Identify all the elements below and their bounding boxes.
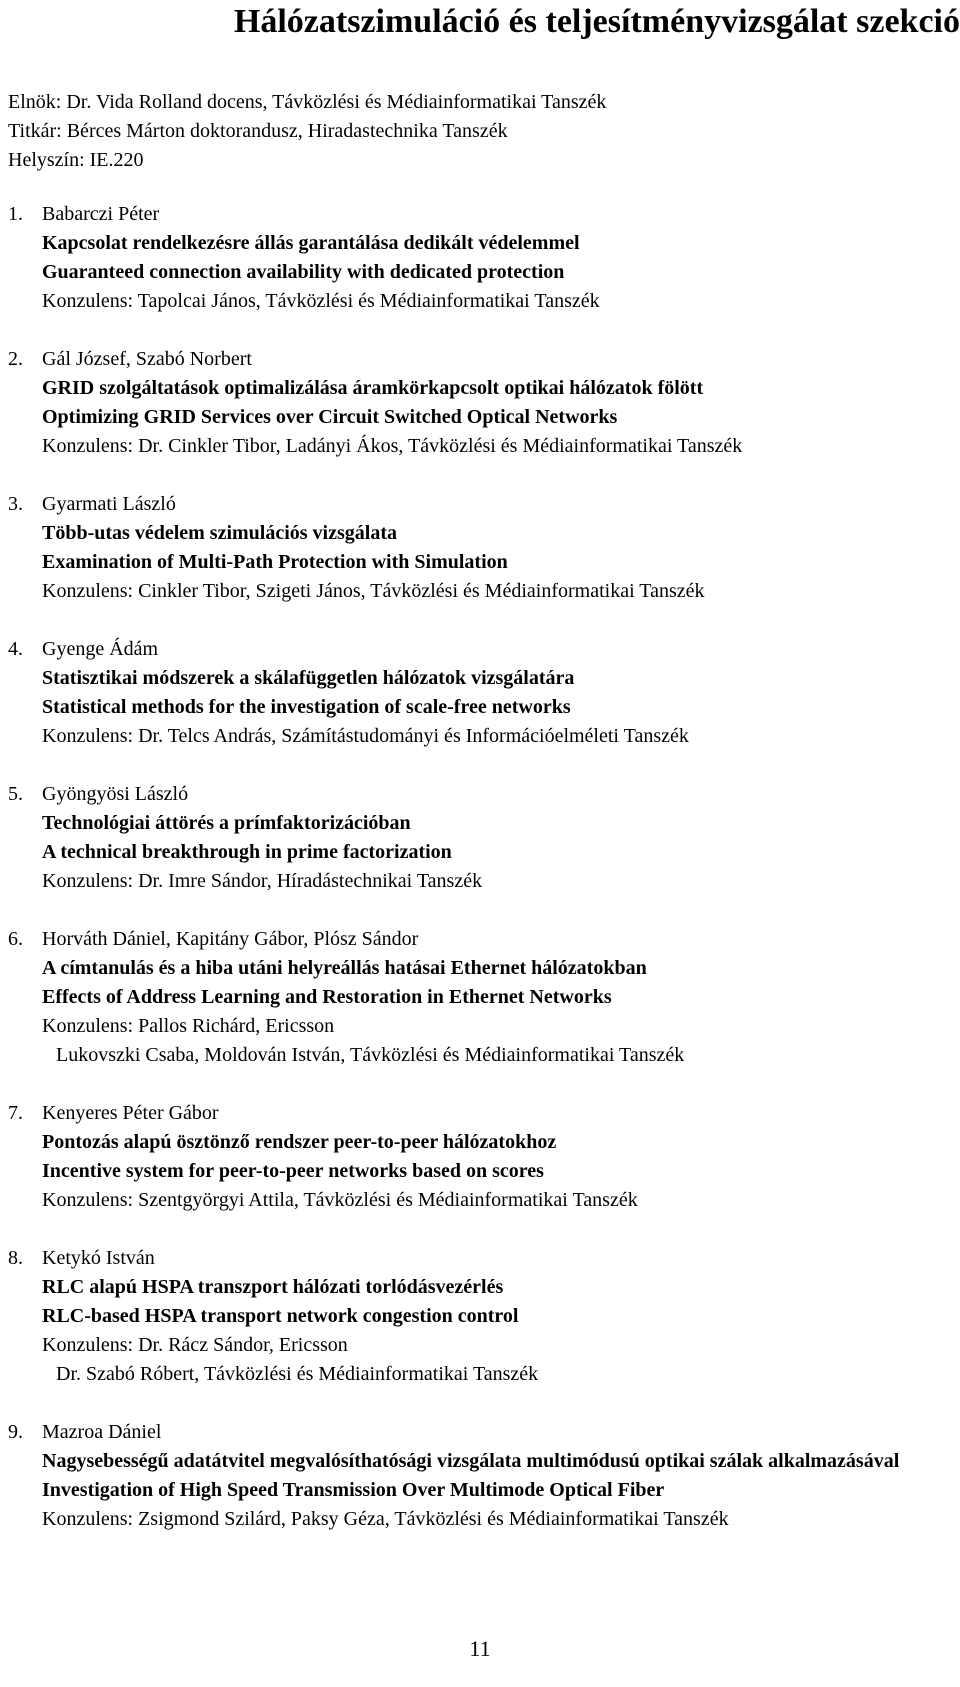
entry-title-hu: RLC alapú HSPA transzport hálózati torlódásvezérlés bbox=[42, 1276, 504, 1298]
presentation-list bbox=[8, 200, 953, 1563]
entry-authors: Kenyeres Péter Gábor bbox=[42, 1102, 219, 1124]
entry-number: 1. bbox=[8, 203, 23, 225]
entry-advisor: Konzulens: Dr. Telcs András, Számítástudományi és Információelméleti Tanszék bbox=[42, 725, 689, 747]
entry-authors: Ketykó István bbox=[42, 1247, 155, 1269]
presentation-entry-7 bbox=[8, 1099, 953, 1215]
entry-number: 5. bbox=[8, 783, 23, 805]
entry-title-hu: Technológiai áttörés a prímfaktorizációban bbox=[42, 812, 411, 834]
entry-advisor: Konzulens: Zsigmond Szilárd, Paksy Géza, Távközlési és Médiainformatikai Tanszék bbox=[42, 1508, 729, 1530]
entry-number: 6. bbox=[8, 928, 23, 950]
presentation-entry-4 bbox=[8, 635, 953, 751]
entry-title-en: Guaranteed connection availability with dedicated protection bbox=[42, 261, 565, 283]
entry-number: 2. bbox=[8, 348, 23, 370]
entry-title-hu: GRID szolgáltatások optimalizálása áramkörkapcsolt optikai hálózatok fölött bbox=[42, 377, 704, 399]
entry-authors: Babarczi Péter bbox=[42, 203, 160, 225]
entry-advisor: Konzulens: Dr. Cinkler Tibor, Ladányi Ákos, Távközlési és Médiainformatikai Tanszék bbox=[42, 435, 743, 457]
entry-authors: Gyenge Ádám bbox=[42, 638, 159, 660]
entry-advisor-extra: Dr. Szabó Róbert, Távközlési és Médiainformatikai Tanszék bbox=[56, 1363, 539, 1385]
entry-authors: Gyöngyösi László bbox=[42, 783, 189, 805]
entry-title-hu: A címtanulás és a hiba utáni helyreállás hatásai Ethernet hálózatokban bbox=[42, 957, 647, 979]
entry-title-en: Effects of Address Learning and Restoration in Ethernet Networks bbox=[42, 986, 612, 1008]
entry-advisor: Konzulens: Cinkler Tibor, Szigeti János, Távközlési és Médiainformatikai Tanszék bbox=[42, 580, 705, 602]
entry-title-hu: Kapcsolat rendelkezésre állás garantálása dedikált védelemmel bbox=[42, 232, 580, 254]
entry-title-en: Examination of Multi-Path Protection with Simulation bbox=[42, 551, 508, 573]
presentation-entry-6 bbox=[8, 925, 953, 1070]
session-secretary: Titkár: Bérces Márton doktorandusz, Hiradastechnika Tanszék bbox=[8, 120, 508, 142]
entry-title-hu: Nagysebességű adatátvitel megvalósíthatósági vizsgálata multimódusú optikai szálak alkalmazásával bbox=[42, 1450, 900, 1472]
session-info bbox=[8, 88, 606, 175]
presentation-entry-2 bbox=[8, 345, 953, 461]
entry-advisor: Konzulens: Tapolcai János, Távközlési és Médiainformatikai Tanszék bbox=[42, 290, 600, 312]
entry-number: 8. bbox=[8, 1247, 23, 1269]
entry-authors: Mazroa Dániel bbox=[42, 1421, 162, 1443]
entry-authors: Gál József, Szabó Norbert bbox=[42, 348, 252, 370]
entry-title-en: RLC-based HSPA transport network congestion control bbox=[42, 1305, 519, 1327]
entry-number: 4. bbox=[8, 638, 23, 660]
entry-advisor-extra: Lukovszki Csaba, Moldován István, Távközlési és Médiainformatikai Tanszék bbox=[56, 1044, 685, 1066]
entry-number: 7. bbox=[8, 1102, 23, 1124]
entry-title-en: Incentive system for peer-to-peer networks based on scores bbox=[42, 1160, 544, 1182]
entry-number: 9. bbox=[8, 1421, 23, 1443]
entry-advisor: Konzulens: Szentgyörgyi Attila, Távközlési és Médiainformatikai Tanszék bbox=[42, 1189, 638, 1211]
entry-title-en: A technical breakthrough in prime factorization bbox=[42, 841, 452, 863]
presentation-entry-8 bbox=[8, 1244, 953, 1389]
entry-title-en: Investigation of High Speed Transmission Over Multimode Optical Fiber bbox=[42, 1479, 665, 1501]
presentation-entry-3 bbox=[8, 490, 953, 606]
presentation-entry-5 bbox=[8, 780, 953, 896]
entry-title-hu: Több-utas védelem szimulációs vizsgálata bbox=[42, 522, 397, 544]
entry-title-en: Optimizing GRID Services over Circuit Switched Optical Networks bbox=[42, 406, 618, 428]
entry-authors: Horváth Dániel, Kapitány Gábor, Plósz Sándor bbox=[42, 928, 419, 950]
presentation-entry-1 bbox=[8, 200, 953, 316]
entry-title-hu: Pontozás alapú ösztönző rendszer peer-to-peer hálózatokhoz bbox=[42, 1131, 557, 1153]
page-number: 11 bbox=[469, 1636, 491, 1661]
entry-number: 3. bbox=[8, 493, 23, 515]
presentation-entry-9 bbox=[8, 1418, 953, 1534]
entry-advisor: Konzulens: Dr. Rácz Sándor, Ericsson bbox=[42, 1334, 348, 1356]
page-title: Hálózatszimuláció és teljesítményvizsgálat szekció bbox=[233, 3, 960, 40]
session-chair: Elnök: Dr. Vida Rolland docens, Távközlési és Médiainformatikai Tanszék bbox=[8, 91, 607, 113]
entry-authors: Gyarmati László bbox=[42, 493, 176, 515]
entry-title-hu: Statisztikai módszerek a skálafüggetlen hálózatok vizsgálatára bbox=[42, 667, 575, 689]
session-location: Helyszín: IE.220 bbox=[8, 149, 144, 171]
entry-title-en: Statistical methods for the investigation of scale-free networks bbox=[42, 696, 571, 718]
entry-advisor: Konzulens: Pallos Richárd, Ericsson bbox=[42, 1015, 335, 1037]
entry-advisor: Konzulens: Dr. Imre Sándor, Híradástechnikai Tanszék bbox=[42, 870, 483, 892]
